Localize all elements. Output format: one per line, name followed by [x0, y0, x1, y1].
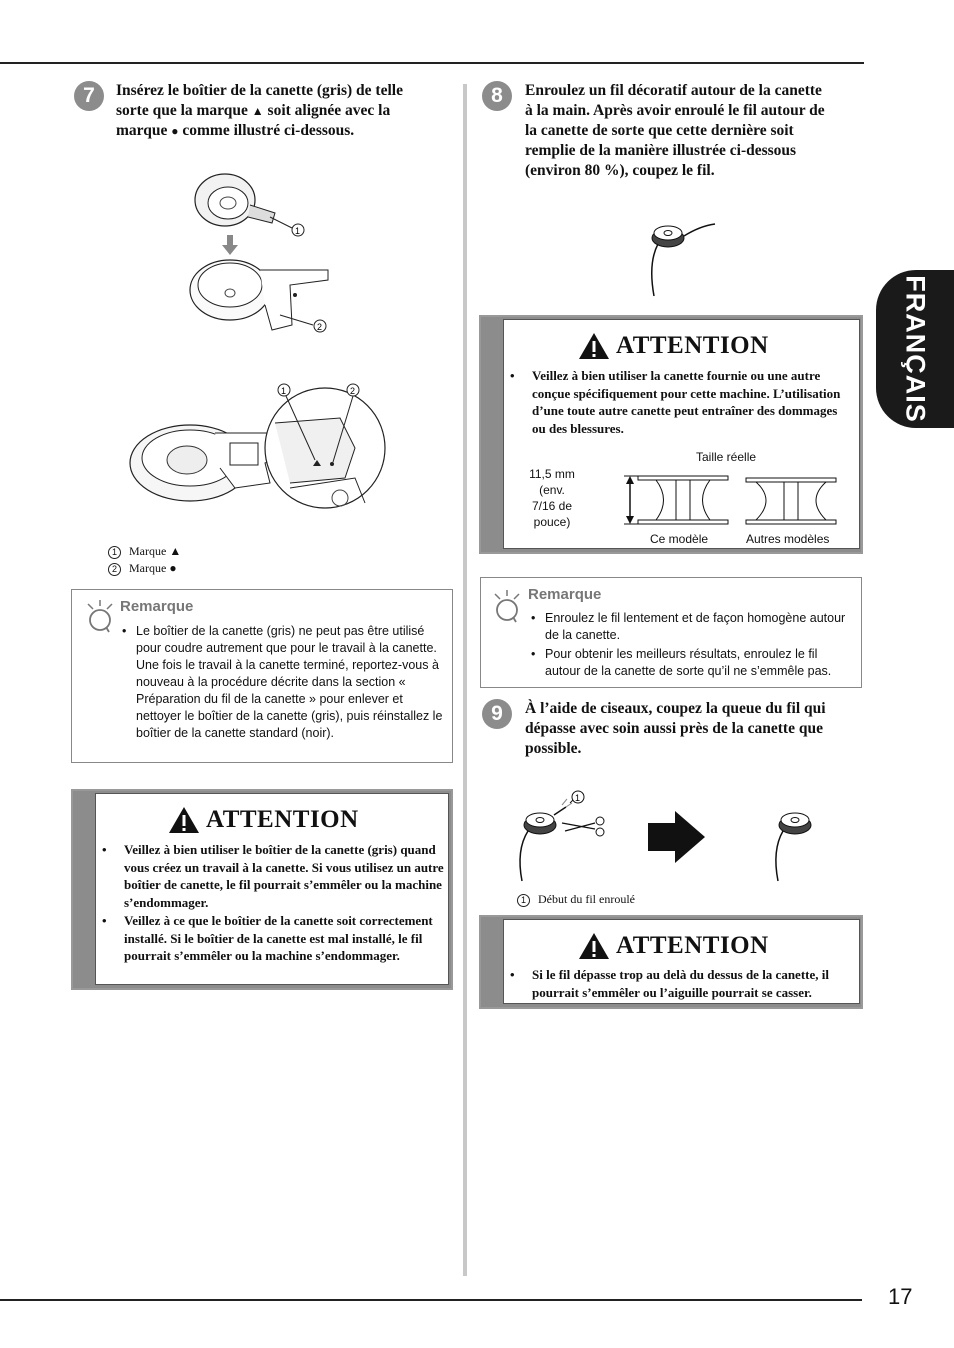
note-item: • Enroulez le fil lentement et de façon homogène autour de la canette.: [531, 610, 856, 644]
step-8-badge: 8: [482, 81, 512, 111]
lightbulb-icon: [84, 598, 116, 634]
figure-legend-9: 1 Début du fil enroulé: [517, 891, 635, 908]
callout-1: 1: [295, 226, 301, 236]
dimension-label: 11,5 mm (env. 7/16 de pouce): [529, 467, 575, 529]
warning-icon: [168, 806, 200, 834]
page-number: 17: [888, 1284, 913, 1309]
attention-item: • Veillez à bien utiliser le boîtier de la canette (gris) quand vous créez un travail à la canette. Si vous utilisez un autre boîtier de canette, le fil pourrait s’emmêler ou la machine s’endommager.: [96, 841, 444, 911]
warning-icon: [578, 332, 610, 360]
step-9-text: À l’aide de ciseaux, coupez la queue du fil qui dépasse avec soin aussi près de la canette que possible.: [525, 700, 826, 757]
step-7-badge: 7: [74, 81, 104, 111]
note-title: Remarque: [120, 598, 194, 615]
attention-item: • Veillez à bien utiliser la canette fournie ou une autre conçue spécifiquement pour cette machine. L’utilisation d’une toute autre canette peut entraîner des dommages ou des blessures.: [504, 367, 849, 437]
thread-trimming-figure: [510, 785, 840, 885]
bottom-rule: [0, 1299, 862, 1301]
attention-item: • Veillez à ce que le boîtier de la canette soit correctement installé. Si le boîtier de la canette est mal installé, le fil pourrait s’emmêler ou la machine s’endommager.: [96, 912, 444, 965]
step-9-badge: 9: [482, 699, 512, 729]
actual-size-label: Taille réelle: [696, 450, 757, 464]
attention-list: [96, 841, 444, 965]
attention-title: ATTENTION: [578, 932, 769, 960]
legend-item: 2 Marque ●: [108, 560, 181, 577]
callout-1b: 1: [281, 386, 287, 396]
this-model-label: Ce modèle: [650, 532, 709, 546]
callout-2: 2: [317, 322, 323, 332]
other-models-label: Autres modèles: [746, 532, 830, 546]
warning-icon: [578, 932, 610, 960]
attention-list: [504, 367, 849, 437]
note-item: • Pour obtenir les meilleurs résultats, enroulez le fil autour de la canette de sorte qu’il ne s’emmêle pas.: [531, 646, 856, 680]
note-box: [71, 589, 453, 763]
note-box-winding: [480, 577, 862, 688]
attention-title: ATTENTION: [168, 806, 359, 834]
legend-item: 1 Marque ▲: [108, 543, 181, 560]
column-divider: [463, 84, 467, 1276]
attention-title: ATTENTION: [578, 332, 769, 360]
attention-list: [504, 966, 854, 1001]
note-list: [122, 623, 445, 743]
attention-item: • Si le fil dépasse trop au delà du dessus de la canette, il pourrait s’emmêler ou l’aiguille pourrait se casser.: [504, 966, 854, 1001]
language-tab: FRANÇAIS: [876, 270, 954, 428]
note-title: Remarque: [528, 586, 602, 603]
step-7-text: Insérez le boîtier de la canette (gris) de telle sorte que la marque ▲ soit alignée avec la marque ● comme illustré ci-dessous.: [116, 82, 403, 139]
attention-box-bobbin: [479, 315, 863, 554]
attention-box: [71, 789, 453, 990]
note-list: [531, 610, 856, 681]
callout-2b: 2: [350, 386, 356, 396]
figure-legend: [108, 543, 181, 577]
callout-1c: 1: [575, 793, 581, 803]
bobbin-comparison-figure: [616, 470, 856, 530]
step-8-text: Enroulez un fil décoratif autour de la canette à la main. Après avoir enroulé le fil autour de la canette de sorte que cette dernière soit remplie de la manière illustrée ci-dessous (environ 80 %), coupez le fil.: [525, 82, 825, 179]
attention-box-thread: [479, 915, 863, 1009]
top-rule: [0, 62, 864, 64]
note-item: • Le boîtier de la canette (gris) ne peut pas être utilisé pour coudre autrement que pour le travail à la canette. Une fois le travail à la canette terminé, reportez-vous à nouveau à la procédure décrite dans la section « Préparation du fil de la canette » pour enlever et nettoyer le boîtier de la canette (gris), puis réinstallez le boîtier de la canette standard (noir).: [122, 623, 445, 742]
lightbulb-icon: [491, 588, 523, 624]
wound-bobbin-figure: [640, 218, 720, 298]
bobbin-case-alignment-figure: [125, 378, 390, 533]
bobbin-case-insertion-figure: [180, 165, 350, 340]
